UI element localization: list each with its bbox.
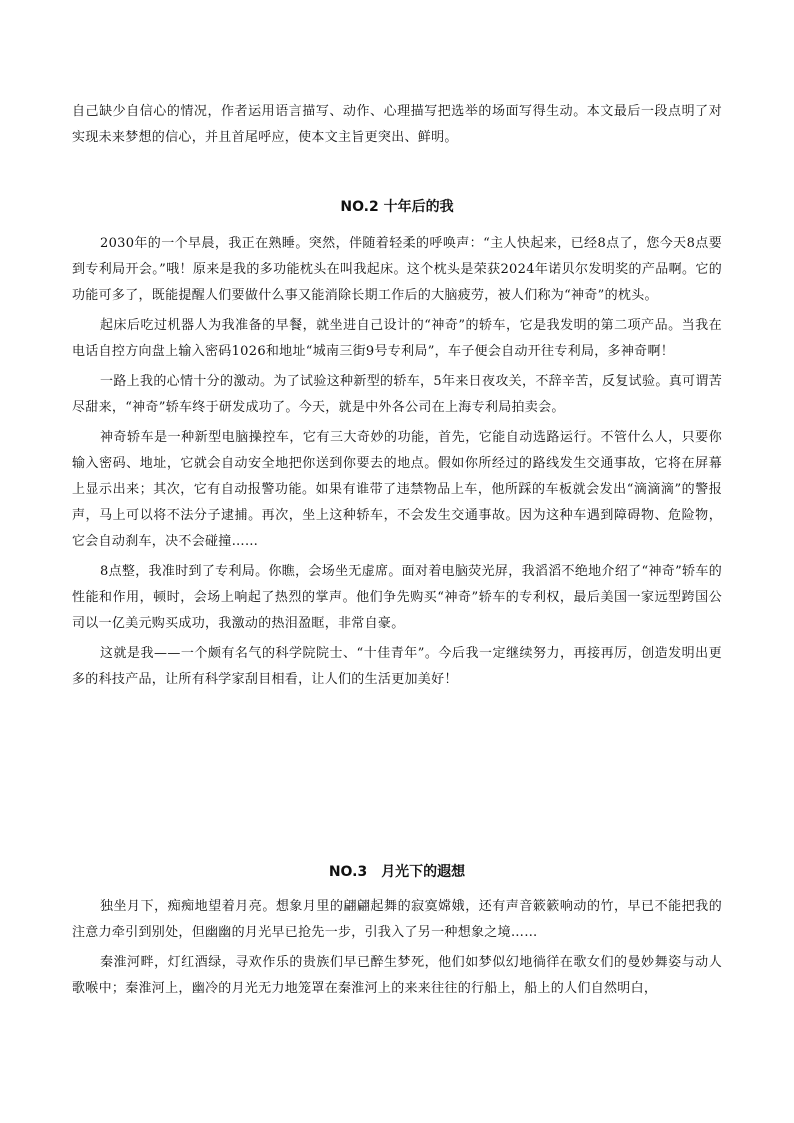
section-2-paragraph-1: 2030年的一个早晨，我正在熟睡。突然，伴随着轻柔的呼唤声：“主人快起来，已经8点了，您今天8点要到专利局开会。”哦！原来是我的多功能枕头在叫我起床。这个枕头是荣获2024年诺贝尔发明奖的产品啊。它的功能可多了，既能提醒人们要做什么事又能消除长期工作后的大脑疲劳，被人们称为“神奇”的枕头。: [72, 236, 722, 303]
section-2-title: NO.2 十年后的我: [340, 199, 454, 215]
section-3: [72, 862, 722, 1002]
section-3-title-number: NO.3: [328, 864, 368, 880]
section-2-paragraph-5: 8点整，我准时到了专利局。你瞧，会场坐无虚席。面对着电脑荧光屏，我滔滔不绝地介绍了“神奇”轿车的性能和作用，顿时，会场上响起了热烈的掌声。他们争先购买“神奇”轿车的专利权，最后美国一家远型跨国公司以一亿美元购买成功，我激动的热泪盈眶，非常自豪。: [72, 564, 722, 631]
section-2: [72, 197, 722, 693]
section-2-paragraph-2: 起床后吃过机器人为我准备的早餐，就坐进自己设计的“神奇”的轿车，它是我发明的第二项产品。当我在电话自控方向盘上输入密码1026和地址“城南三街9号专利局”，车子便会自动开往专利局，多神奇啊！: [72, 318, 722, 359]
section-3-title-text: 月光下的遐想: [381, 864, 466, 880]
intro-paragraph: 自己缺少自信心的情况，作者运用语言描写、动作、心理描写把选举的场面写得生动。本文最后一段点明了对实现未来梦想的信心，并且首尾呼应，使本文主旨更突出、鲜明。: [72, 104, 722, 145]
section-2-paragraph-3: 一路上我的心情十分的激动。为了试验这种新型的轿车，5年来日夜攻关，不辞辛苦，反复试验。真可谓苦尽甜来，“神奇”轿车终于研发成功了。今天，就是中外各公司在上海专利局拍卖会。: [72, 374, 722, 415]
section-2-paragraph-4: 神奇轿车是一种新型电脑操控车，它有三大奇妙的功能，首先，它能自动选路运行。不管什么人，只要你输入密码、地址，它就会自动安全地把你送到你要去的地点。假如你所经过的路线发生交通事故，它将在屏幕上显示出来；其次，它有自动报警功能。如果有谁带了违禁物品上车，他所踩的车板就会发出“滴滴滴”的警报声，马上可以将不法分子逮捕。再次，坐上这种轿车，不会发生交通事故。因为这种车遇到障碍物、危险物，它会自动刹车，决不会碰撞……: [72, 430, 722, 549]
section-3-paragraph-1: 独坐月下，痴痴地望着月亮。想象月里的翩翩起舞的寂寞嫦娥，还有声音簌簌响动的竹，早已不能把我的注意力牵引到别处，但幽幽的月光早已抢先一步，引我入了另一种想象之境……: [72, 899, 722, 940]
section-3-title: [72, 862, 722, 882]
section-3-paragraph-2: 秦淮河畔，灯红酒绿，寻欢作乐的贵族们早已醉生梦死，他们如梦似幻地徜徉在歌女们的曼妙舞姿与动人歌喉中；秦淮河上，幽冷的月光无力地笼罩在秦淮河上的来来往往的行船上，船上的人们自然明白，: [72, 955, 722, 996]
section-2-paragraph-6: 这就是我——一个颇有名气的科学院院士、“十佳青年”。今后我一定继续努力，再接再厉，创造发明出更多的科技产品，让所有科学家刮目相看，让人们的生活更加美好！: [72, 646, 722, 687]
intro-block: [72, 99, 722, 151]
